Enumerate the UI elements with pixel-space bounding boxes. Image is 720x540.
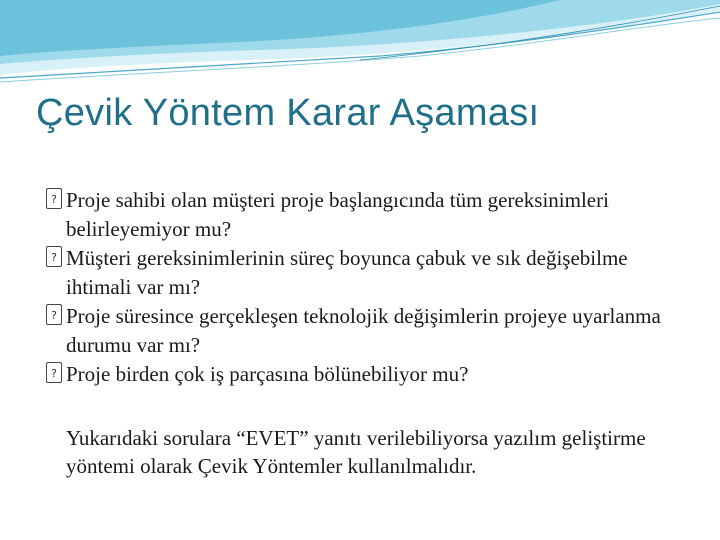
conclusion-text: Yukarıdaki sorulara “EVET” yanıtı verilebiliyorsa yazılım geliştirme yöntemi olarak Çevik Yöntemler kullanılmalıdır. — [66, 426, 646, 478]
missing-glyph-icon: ? — [46, 246, 62, 267]
bullet-list — [46, 186, 686, 389]
bullet-item — [46, 186, 686, 244]
bullet-text: Proje süresince gerçekleşen teknolojik değişimlerin projeye uyarlanma durumu var mı? — [66, 304, 661, 357]
slide-title: Çevik Yöntem Karar Aşaması — [36, 92, 540, 134]
missing-glyph-icon: ? — [46, 362, 62, 383]
bullet-text: Müşteri gereksinimlerinin süreç boyunca çabuk ve sık değişebilme ihtimali var mı? — [66, 246, 628, 299]
bullet-text: Proje sahibi olan müşteri proje başlangıcında tüm gereksinimleri belirleyemiyor mu? — [66, 188, 609, 241]
bullet-text: Proje birden çok iş parçasına bölünebiliyor mu? — [66, 362, 469, 386]
bullet-item — [46, 302, 686, 360]
bullet-item — [46, 244, 686, 302]
bullet-item — [46, 360, 686, 389]
missing-glyph-icon: ? — [46, 188, 62, 209]
missing-glyph-icon: ? — [46, 304, 62, 325]
header-wave-decoration — [0, 0, 720, 90]
